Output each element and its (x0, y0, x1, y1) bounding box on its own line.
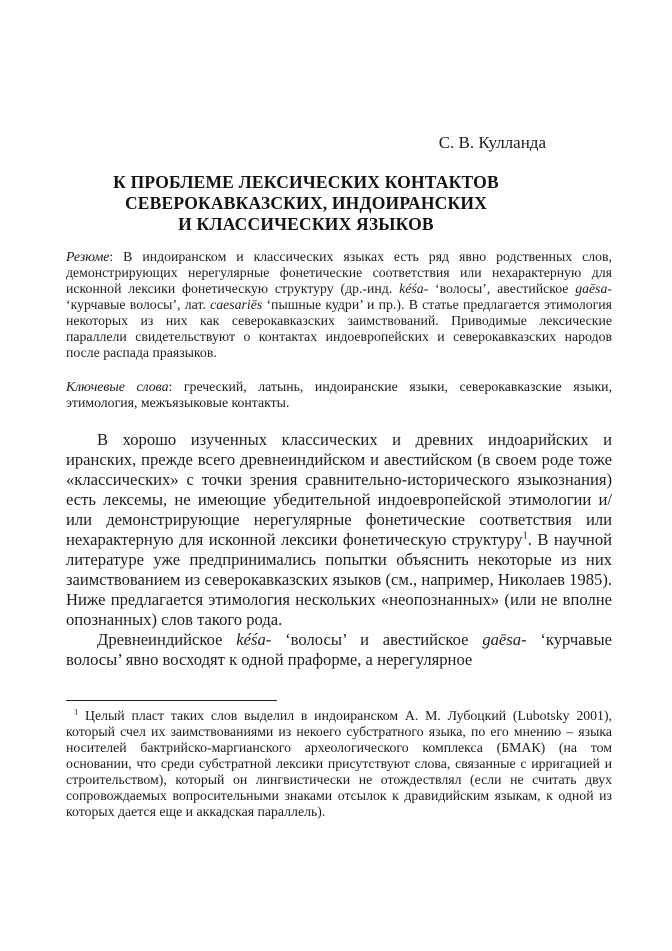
footnote-ref-1: 1 (522, 530, 528, 542)
title-line: СЕВЕРОКАВКАЗСКИХ, ИНДОИРАНСКИХ (124, 193, 488, 213)
body-paragraph-1: В хорошо изученных классических и древних индоарийских и иранских, прежде всего древнеиндийском и авестийском (в своем роде тоже «классических» с точки зрения сравнительно-исторического языкознания) есть лексемы, не имеющие убедительной индоевропейской этимологии и/или демонстрирующие нерегулярные фонетические соответствия или нехарактерную для исконной лексики фонетическую структуру$^1$. В научной литературе уже предпринимались попытки объяснить некоторые из них заимствованием из северокавказских языков (см., например, Николаев 1985). Ниже предлагается этимология нескольких «неопознанных» (или не вполне опознанных) слов такого рода. (66, 430, 612, 629)
author-name: С. В. Кулланда (438, 133, 546, 152)
keywords-label: Ключевые слова (66, 379, 169, 394)
lexeme-gaesa: gaēsa- (575, 281, 613, 296)
footnote-marker-1: 1 (74, 706, 79, 717)
body-text (66, 430, 612, 670)
lexeme-kesa: kéśa- (236, 630, 272, 649)
lexeme-caesaries: caesariēs (210, 297, 263, 312)
lexeme-gaesa: gaēsa- (482, 630, 527, 649)
lexeme-kesa: kéśa- (399, 281, 429, 296)
article-title (66, 172, 546, 235)
keywords-paragraph: Ключевые слова: греческий, латынь, индоиранские языки, северокавказские языки, этимология, межъязыковые контакты. (66, 379, 612, 410)
body-paragraph-2: Древнеиндийское kéśa- ‘волосы’ и авестийское gaēsa- ‘курчавые волосы’ явно восходят к одной праформе, а нерегулярное (66, 630, 612, 669)
title-line: К ПРОБЛЕМЕ ЛЕКСИЧЕСКИХ КОНТАКТОВ (113, 172, 499, 192)
footnote-separator-rule (66, 700, 277, 701)
footnote-text: $^1$ Целый пласт таких слов выделил в индоиранском А. М. Лубоцкий (Lubotsky 2001), который счел их заимствованиями из некоего субстратного языка, по его мнению – языка носителей бактрийско-маргианского археологического комплекса (БМАК) (на том основании, что среди субстратной лексики присутствуют слова, связанные с ирригацией и строительством), который он лингвистически не отождествлял (если не считать двух сопровождаемых вопросительными знаками отсылок к дравидийским языкам, к одной из которых дается еще и аккадская параллель). (66, 706, 612, 819)
footnote-section (66, 700, 612, 820)
title-line: И КЛАССИЧЕСКИХ ЯЗЫКОВ (178, 214, 434, 234)
abstract-label: Резюме (66, 249, 110, 264)
abstract-paragraph: Резюме: В индоиранском и классических языках есть ряд явно родственных слов, демонстрирующих нерегулярные фонетические соответствия или нехарактерную для исконной лексики фонетическую структуру (др.-инд. kéśa- ‘волосы’, авестийское gaēsa- ‘курчавые волосы’, лат. caesariēs ‘пышные кудри’ и пр.). В статье предлагается этимология некоторых из них как северокавказских заимствований. Приводимые лексические параллели свидетельствуют о контактах индоевропейских и северокавказских народов после распада праязыков. (66, 249, 613, 360)
